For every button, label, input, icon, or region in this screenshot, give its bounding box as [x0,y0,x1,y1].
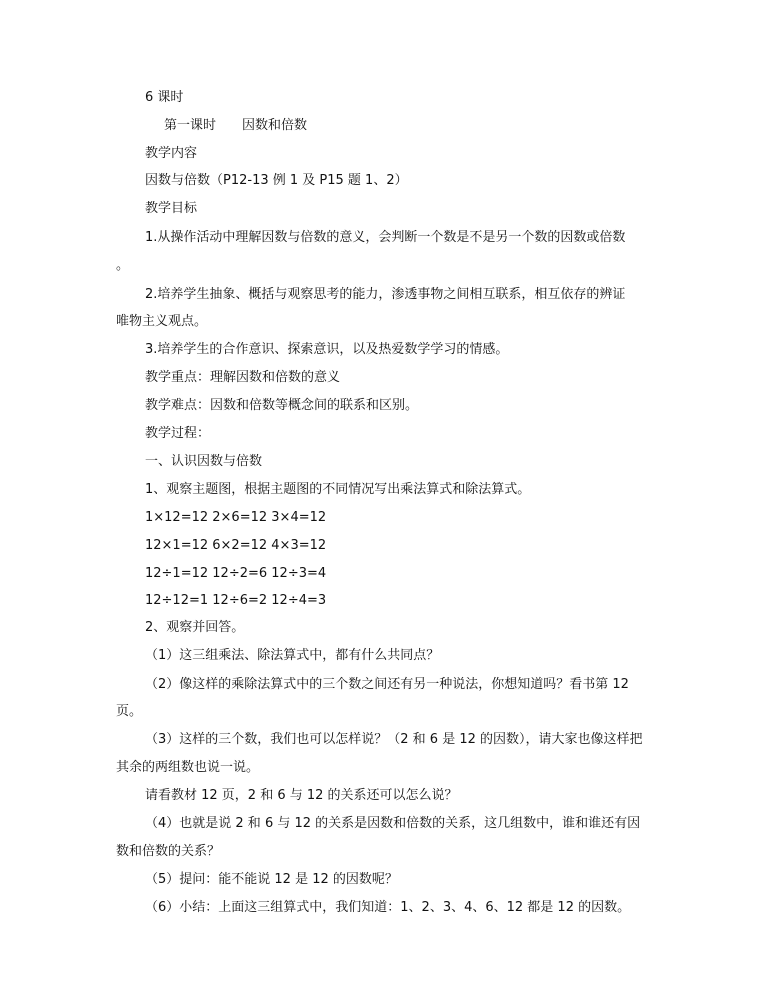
summary: （6）小结：上面这三组算式中，我们知道：1、2、3、4、6、12 都是 12 的因数。 [145,900,631,915]
section-1-heading: 一、认识因数与倍数 [145,454,263,469]
goal-1-end: 。 [116,258,130,273]
heading-process: 教学过程： [145,426,211,441]
goal-2: 2.培养学生抽象、概括与观察思考的能力，渗透事物之间相互联系，相互依存的辨证 [145,287,626,302]
difficult-point: 教学难点：因数和倍数等概念间的联系和区别。 [145,398,419,413]
question-1: （1）这三组乘法、除法算式中，都有什么共同点？ [145,648,440,663]
question-2-cont: 页。 [116,704,143,719]
question-4-cont: 数和倍数的关系？ [116,844,221,859]
question-4: （4）也就是说 2 和 6 与 12 的关系是因数和倍数的关系，这几组数中，谁和谁还有因 [145,816,641,831]
key-point: 教学重点：理解因数和倍数的意义 [145,370,341,385]
question-2: （2）像这样的乘除法算式中的三个数之间还有另一种说法，你想知道吗？看书第 12 [145,677,629,692]
question-3-cont: 其余的两组数也说一说。 [116,760,260,775]
goal-3: 3.培养学生的合作意识、探索意识，以及热爱数学学习的情感。 [145,342,509,357]
step-1: 1、观察主题图，根据主题图的不同情况写出乘法算式和除法算式。 [145,482,531,497]
heading-content: 教学内容 [145,146,198,161]
question-3: （3）这样的三个数，我们也可以怎样说？（2 和 6 是 12 的因数），请大家也像这样把 [145,732,643,747]
equation-row-1: 1×12=12 2×6=12 3×4=12 [145,510,327,525]
step-2: 2、观察并回答。 [145,620,245,635]
heading-goals: 教学目标 [145,201,198,216]
equation-row-4: 12÷12=1 12÷6=2 12÷4=3 [145,593,327,608]
textbook-note: 请看教材 12 页，2 和 6 与 12 的关系还可以怎么说？ [145,788,458,803]
equation-row-3: 12÷1=12 12÷2=6 12÷3=4 [145,566,327,581]
lesson-count: 6 课时 [145,90,184,105]
question-5: （5）提问：能不能说 12 是 12 的因数呢？ [145,872,398,887]
goal-2-cont: 唯物主义观点。 [116,314,208,329]
content-text: 因数与倍数（P12-13 例 1 及 P15 题 1、2） [145,173,408,188]
lesson-title: 第一课时 因数和倍数 [164,118,308,133]
equation-row-2: 12×1=12 6×2=12 4×3=12 [145,538,327,553]
goal-1: 1.从操作活动中理解因数与倍数的意义，会判断一个数是不是另一个数的因数或倍数 [145,230,626,245]
